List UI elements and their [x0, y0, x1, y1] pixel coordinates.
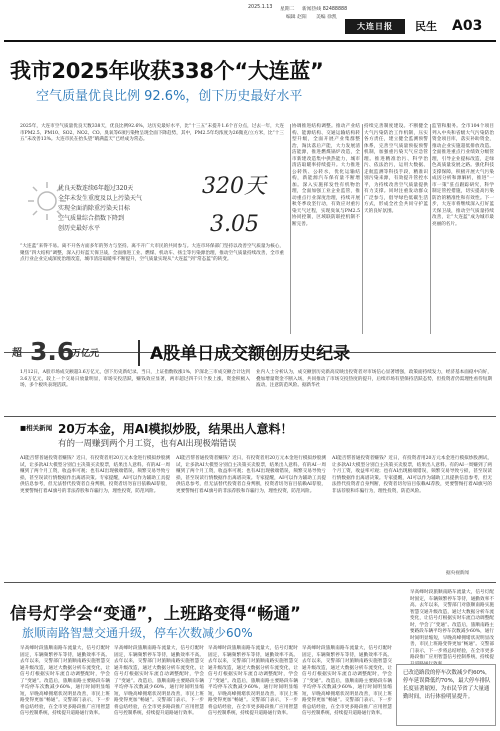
- story2-headline: A股单日成交额创历史纪录: [150, 344, 351, 364]
- info-line-2: 全年未发生重度及以上污染天气: [58, 195, 143, 202]
- story4-sidebar-text: 已改造路段的停车次数减少约60%，停车延误降低约70%，最大停车排队长度显著缩短，为市民节省了大量通勤时间，出行体验明显提升。: [403, 670, 491, 700]
- section-name: 民生: [415, 20, 437, 33]
- story3-body-col3: AI能否帮普通投资者赚钱？近日，有投资者用20万元本金进行模拟炒股测试，让多款AI大模型分别自主决策买卖股票，结果出人意料。有的AI一周赚到了两个月工资，收益率可观；也有AI出现极端错误，频繁交易导致亏损，甚至误读行情数据作出离谱决策。专家提醒，AI可以作为辅助工具提供信息参考，但无法替代投资者自身判断，投资者切勿盲目依赖AI荐股，更要警惕打着AI旗号的非法荐股和诈骗行为，理性投资，防范风险。: [332, 456, 492, 494]
- story4-body-col4: 早高峰时段旅顺南路车流量大，信号灯配时固定，车辆频繁停车等待，通勤效率不高。去年以来，交警部门对旅顺南路实施智慧交通升级改造，通过大数据分析车流变化，让信号灯根据实时车流自动调整配时，学会了“变通”。改造后，旅顺南路主要路段车辆平均停车次数减少60%，通行时间明显缩短，早晚高峰拥堵状况明显改善，市民上班路变得更加“畅通”。交警部门表示，下一步将总结经验，在全市更多路段推广应用智慧信号控制系统，持续提升道路通行效率。: [302, 646, 392, 716]
- story4-side-text: 早高峰时段旅顺南路车流量大，信号灯配时固定，车辆频繁停车等待，通勤效率不高。去年以来，交警部门对旅顺南路实施智慧交通升级改造，通过大数据分析车流变化，让信号灯根据实时车流自动调整配时，学会了“变通”。改造后，旅顺南路主要路段车辆平均停车次数减少60%，通行时间明显缩短，早晚高峰拥堵状况明显改善，市民上班路变得更加“畅通”。交警部门表示，下一步将总结经验，在全市更多路段推广应用智慧信号控制系统，持续提: [410, 590, 494, 660]
- designer-credit: 美编 徐凯: [316, 15, 337, 20]
- story2-unit: 万亿元: [72, 349, 100, 359]
- story1-body-col2: 协调推进结构调整。推动产业结构、能源结构、交通运输结构转型升级，全面开展产业集群整治，淘汰落后产能，大力发展清洁能源，推进燃煤锅炉改造，全市新建改造集中供热能力，城市清洁取暖率持续提升。大力推进公转铁、公转水，优化运输结构，新能源汽车保有量不断增加。深入实施挥发性有机物治理，全面加强工业企业监管，推动重点行业深度治理，持续开展秋冬季攻坚行动，有效应对重污染天气过程，实现臭氧与PM2.5协同控制，区域联防联控机制不断完善。: [292, 124, 360, 227]
- story4-headline: 信号灯学会“变通”，上班路变得“畅通”: [10, 604, 301, 623]
- story4-body-col1: 早高峰时段旅顺南路车流量大，信号灯配时固定，车辆频繁停车等待，通勤效率不高。去年以来，交警部门对旅顺南路实施智慧交通升级改造，通过大数据分析车流变化，让信号灯根据实时车流自动调整配时，学会了“变通”。改造后，旅顺南路主要路段车辆平均停车次数减少60%，通行时间明显缩短，早晚高峰拥堵状况明显改善，市民上班路变得更加“畅通”。交警部门表示，下一步将总结经验，在全市更多路段推广应用智慧信号控制系统，持续提升道路通行效率。: [20, 646, 110, 716]
- story1-body-col4: 监管和服务。全市104个项目列入中央和省级大气污染防治资金项目库，落实补助资金，推动企业实施超低排放改造。全面推进重点行业绩效分级管理，引导企业提标改造，走绿色高质量发展之路。强化科技支撑保障，积极开展大气污染成因分析和源解析，推进“一市一策”驻点跟踪研究，科学制定管控措施，切实提高污染防治的精准性和有效性。下一步，大连市将继续深入打好蓝天保卫战，推动空气质量持续改善，让“大连蓝”成为城市最亮丽的名片。: [432, 124, 494, 227]
- header-rule: [4, 40, 496, 42]
- story2-body-b: 业内人士分析认为，成交额创历史新高反映出投资者对市场信心显著增强，政策面持续发力，经济基本面稳中向好，叠加增量资金不断入场，共同推动了市场交投热度的提升，后续市场有望保持活跃态势，但投资者仍需理性看待短期波动，注意防范风险。据新华社: [256, 370, 492, 388]
- column-divider: [430, 124, 431, 334]
- story3-body-col2: AI能否帮普通投资者赚钱？近日，有投资者用20万元本金进行模拟炒股测试，让多款AI大模型分别自主决策买卖股票，结果出人意料。有的AI一周赚到了两个月工资，收益率可观；也有AI出现极端错误，频繁交易导致亏损，甚至误读行情数据作出离谱决策。专家提醒，AI可以作为辅助工具提供信息参考，但无法替代投资者自身判断，投资者切勿盲目依赖AI荐股，更要警惕打着AI旗号的非法荐股和诈骗行为，理性投资，防范风险。: [176, 456, 326, 494]
- info-line-1: 优良天数连续6年超过320天: [58, 185, 134, 192]
- section-rule: [4, 582, 496, 583]
- story1-lead: 2025年，大连市空气质量优良天数338天，优良比例92.6%，达历史最好水平，比“十三五”末提升1.6个百分点，过去一年，大连市PM2.5、PM10、SO2、NO2、CO、臭氧等6项污染物呈现全面下降趋势，其中，PM2.5年均浓度为26微克/立方米，比“十三五”末改善13%。大连市民在抬头望“晴满蓝天”已经成为常态。: [20, 124, 284, 142]
- issue-weekday: 星期二: [280, 7, 295, 12]
- big-days-figure: 320天: [202, 174, 266, 199]
- story3-headline: 20万本金，用AI模拟炒股，结果出人意料！: [58, 422, 293, 436]
- masthead: [0, 0, 500, 40]
- story1-body-col1: “大连蓝”来得不易。离不开各方面多年的努力与坚持。离不开广大市民的共同参与。大连市环保部门坚持以改善空气质量为核心，聚焦“四大结构”调整，深入打好蓝天保卫战，全面推进工业、燃煤、机动车、扬尘等污染源治理，推动空气质量持续改善，全市重点行业企业完成深度治理改造，城市清洁取暖率不断提升，空气质量实现从“大连蓝”到“常态蓝”的转变。: [20, 244, 284, 262]
- issue-date: 2025.1.13: [248, 5, 273, 10]
- column-divider: [362, 124, 363, 334]
- story4-subhead: 旅顺南路智慧交通升级，停车次数减少60%: [22, 626, 253, 640]
- info-line-3: 实现全面消除重污染天目标: [58, 205, 131, 212]
- story1-subhead: 空气质量优良比例 92.6%，创下历史最好水平: [36, 89, 303, 104]
- headline-bar: [138, 340, 140, 366]
- column-divider: [290, 124, 291, 334]
- info-line-5: 创历史最好水平: [58, 225, 101, 232]
- story4-body-col3: 早高峰时段旅顺南路车流量大，信号灯配时固定，车辆频繁停车等待，通勤效率不高。去年以来，交警部门对旅顺南路实施智慧交通升级改造，通过大数据分析车流变化，让信号灯根据实时车流自动调整配时，学会了“变通”。改造后，旅顺南路主要路段车辆平均停车次数减少60%，通行时间明显缩短，早晚高峰拥堵状况明显改善，市民上班路变得更加“畅通”。交警部门表示，下一步将总结经验，在全市更多路段推广应用智慧信号控制系统，持续提升道路通行效率。: [208, 646, 298, 716]
- story2-big-number: 3.6: [30, 337, 75, 366]
- story3-kicker: ■相关新闻: [20, 424, 53, 432]
- story1-headline: 我市2025年收获338个“大连蓝”: [10, 59, 324, 83]
- story3-source: 据央视新闻: [446, 571, 469, 576]
- story3-subhead: 有的一周赚到两个月工资，也有AI出现极端错误: [58, 439, 237, 449]
- story1-body-col3: 持续完善制度建设。不断健全大气污染防治工作机制，压实各方责任，建立健全监测预警体系，完善空气质量预报预警机制，加强重污染天气应急管理。推进精准治污、科学治污、依法治污，运用大数据、走航监测等科技手段，精准识别污染来源，有效提升管控水平，为持续改善空气质量提供有力支撑。同时注重发动群众广泛参与，倡导绿色低碳生活方式，形成全社会共同守护蓝天的良好氛围。: [364, 124, 428, 214]
- section-rule: [4, 416, 496, 417]
- story2-prefix: 超: [12, 348, 22, 359]
- story4-sidebar-box: [396, 664, 496, 726]
- news-hotline: 新闻热线 82488888: [302, 7, 348, 12]
- info-line-4: 空气质量综合指数下降到: [58, 215, 125, 222]
- page-number: A03: [452, 18, 483, 34]
- story2-body-a: 1月12日，A股市场成交额超3.6万亿元，创下历史新纪录。当日，上证指数收涨1%，沪深北三市成交额合计达到3.6万亿元，较上一个交易日放量明显，市场交投活跃，赚钱效应显著，两市超过四千只个股上涨，资金积极入场，多个板块表现活跃。: [20, 370, 250, 388]
- story3-body-col1: AI能否帮普通投资者赚钱？近日，有投资者用20万元本金进行模拟炒股测试，让多款AI大模型分别自主决策买卖股票，结果出人意料。有的AI一周赚到了两个月工资，收益率可观；也有AI出现极端错误，频繁交易导致亏损，甚至误读行情数据作出离谱决策。专家提醒，AI可以作为辅助工具提供信息参考，但无法替代投资者自身判断，投资者切勿盲目依赖AI荐股，更要警惕打着AI旗号的非法荐股和诈骗行为，理性投资，防范风险。: [20, 456, 170, 494]
- story4-body-col2: 早高峰时段旅顺南路车流量大，信号灯配时固定，车辆频繁停车等待，通勤效率不高。去年以来，交警部门对旅顺南路实施智慧交通升级改造，通过大数据分析车流变化，让信号灯根据实时车流自动调整配时，学会了“变通”。改造后，旅顺南路主要路段车辆平均停车次数减少60%，通行时间明显缩短，早晚高峰拥堵状况明显改善，市民上班路变得更加“畅通”。交警部门表示，下一步将总结经验，在全市更多路段推广应用智慧信号控制系统，持续提升道路通行效率。: [114, 646, 204, 716]
- editor-credit: 编辑 赵阳: [286, 15, 307, 20]
- big-index-figure: 3.05: [210, 212, 259, 237]
- newspaper-seal: 大连日报: [345, 19, 405, 34]
